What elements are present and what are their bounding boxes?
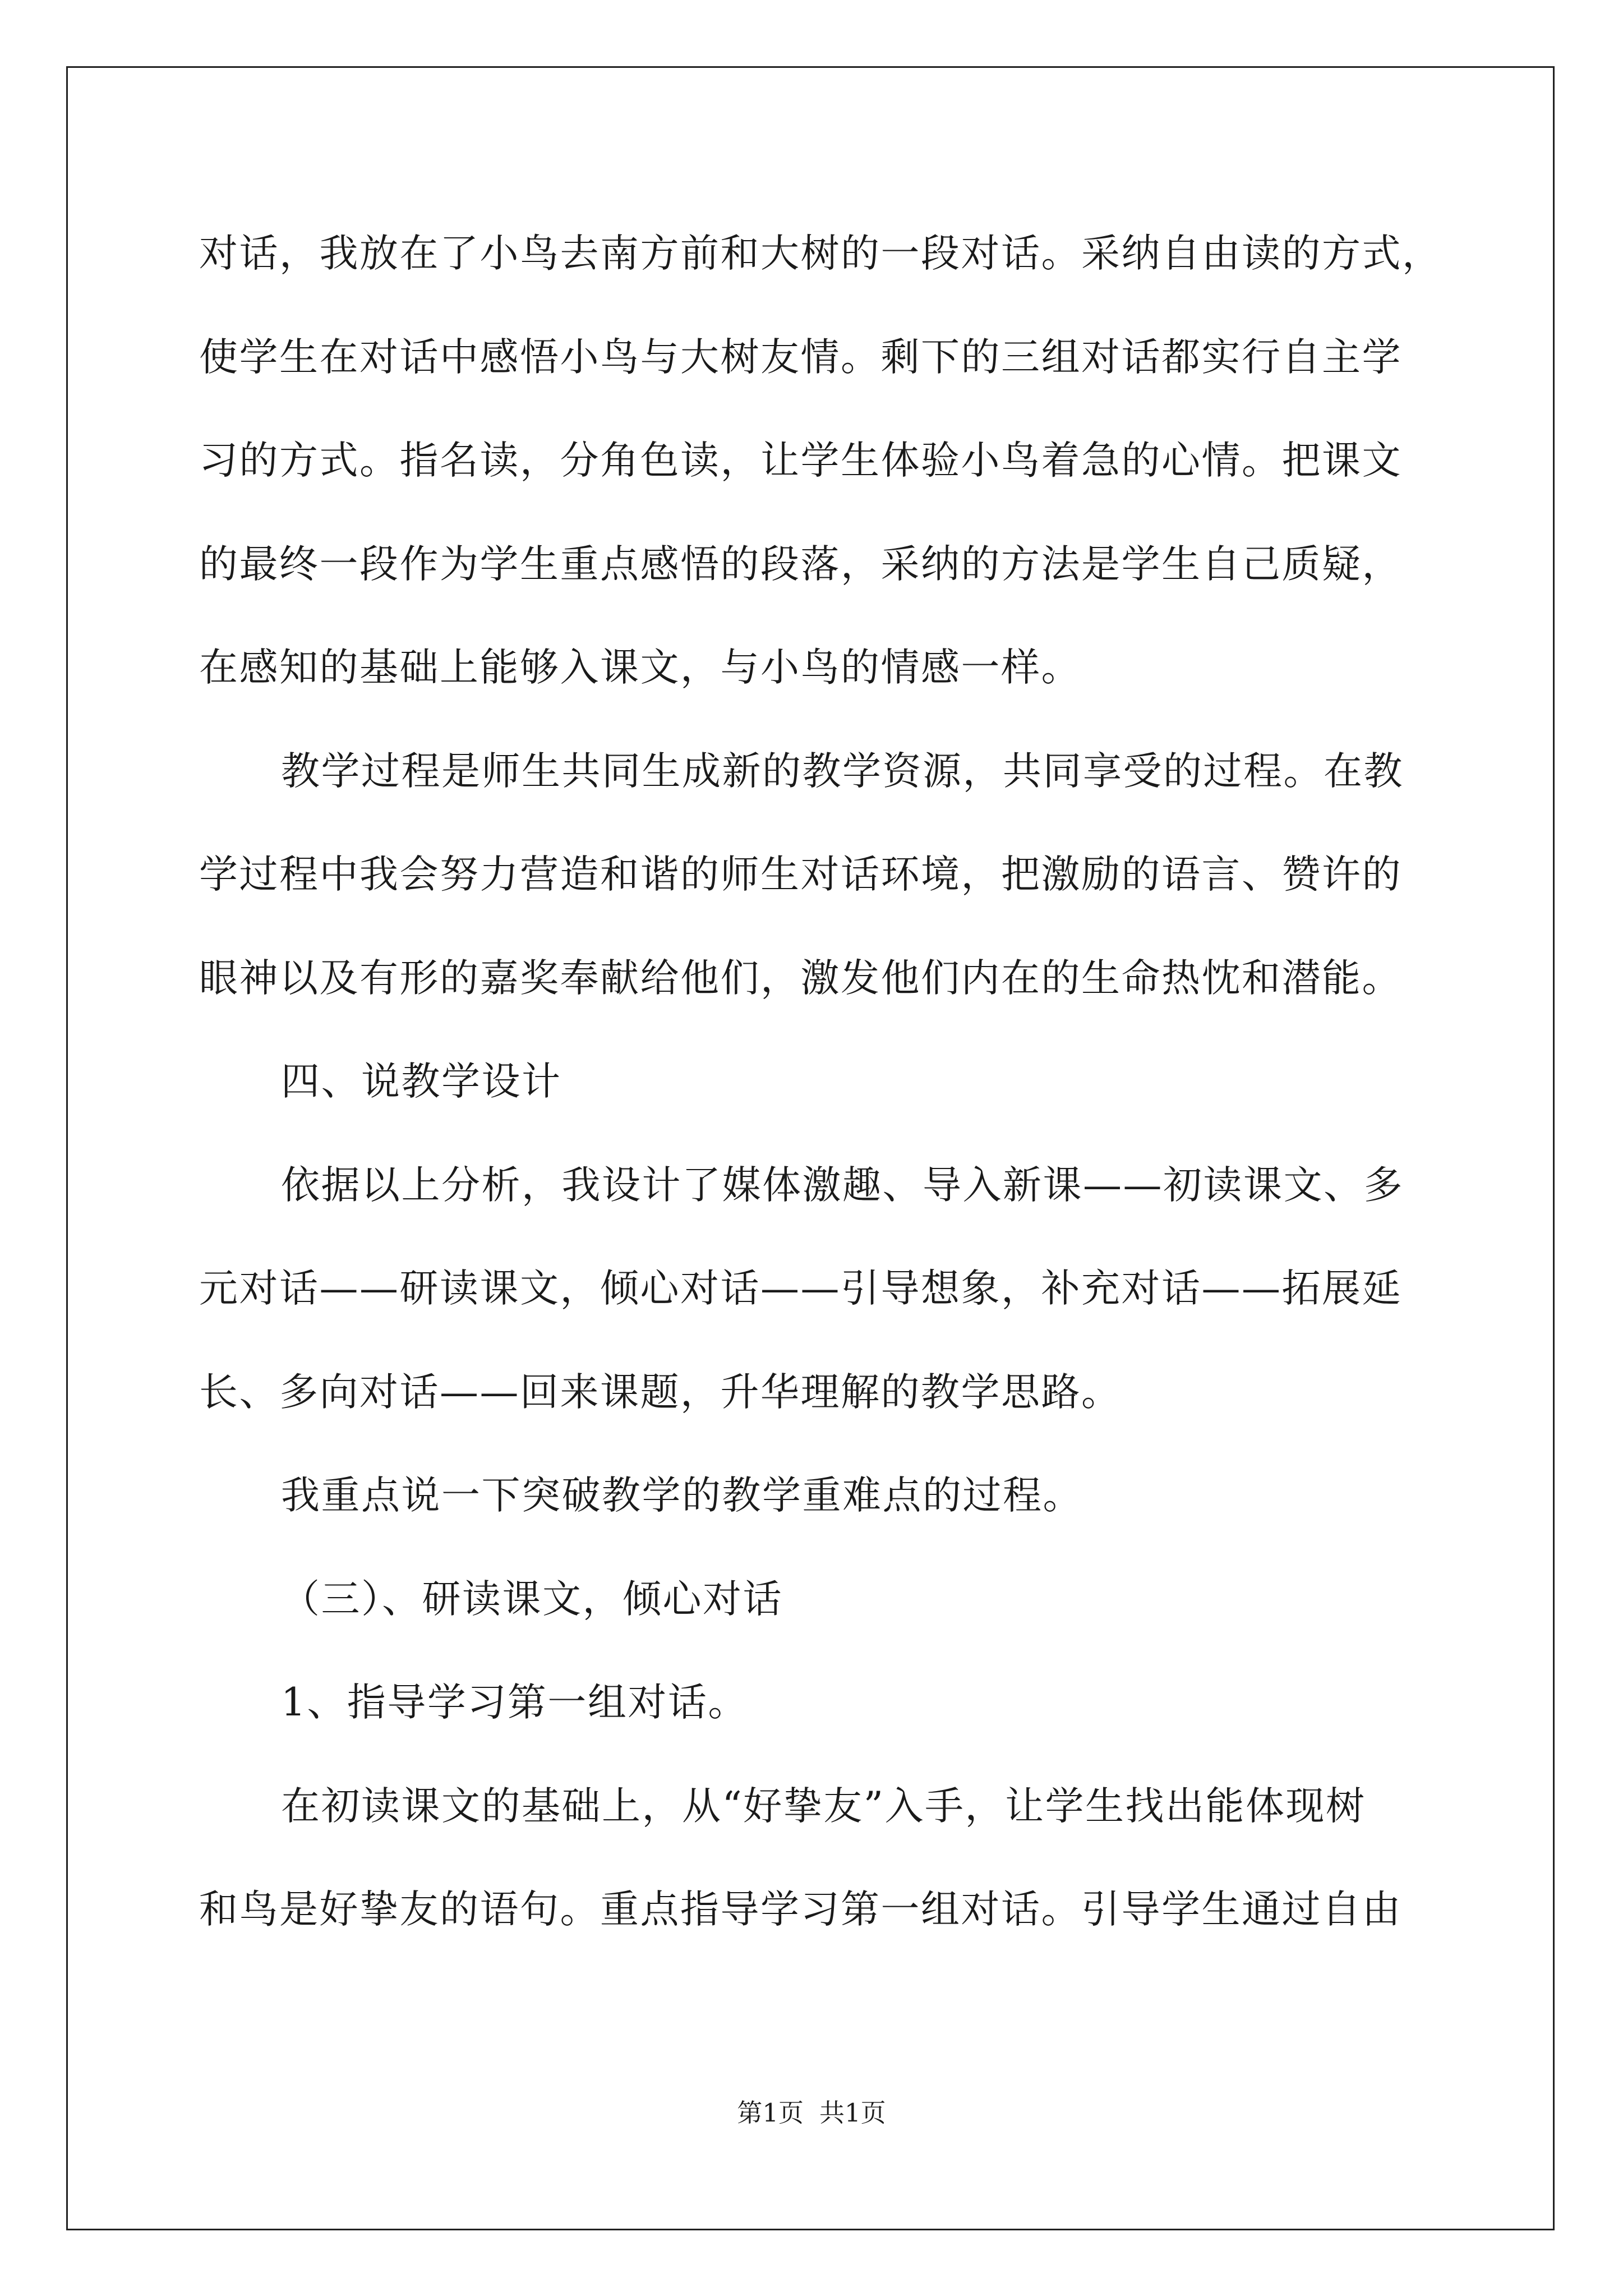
page-footer <box>0 2096 1623 2130</box>
text-line: 学过程中我会努力营造和谐的师生对话环境，把激励的语言、赞许的 <box>199 852 1402 897</box>
text-line: 在初读课文的基础上，从“好挚友”入手，让学生找出能体现树 <box>281 1783 1366 1829</box>
section-heading: 四、说教学设计 <box>281 1059 562 1104</box>
document-body <box>199 202 1442 1962</box>
subsection-heading: （三）、研读课文，倾心对话 <box>281 1576 783 1622</box>
text-line: 的最终一段作为学生重点感悟的段落，采纳的方法是学生自己质疑， <box>199 541 1402 587</box>
text-line: 使学生在对话中感悟小鸟与大树友情。剩下的三组对话都实行自主学 <box>199 334 1402 380</box>
list-item-heading: 1、指导学习第一组对话。 <box>281 1680 748 1725</box>
text-line: 教学过程是师生共同生成新的教学资源，共同享受的过程。在教 <box>281 748 1404 794</box>
text-line: 和鸟是好挚友的语句。重点指导学习第一组对话。引导学生通过自由 <box>199 1887 1402 1932</box>
page-number: 第1页 <box>737 2098 804 2128</box>
page-total: 共1页 <box>819 2098 886 2128</box>
text-line: 我重点说一下突破教学的教学重难点的过程。 <box>281 1473 1083 1518</box>
text-line: 习的方式。指名读，分角色读，让学生体验小鸟着急的心情。把课文 <box>199 438 1402 483</box>
text-line: 对话，我放在了小鸟去南方前和大树的一段对话。采纳自由读的方式， <box>199 231 1442 276</box>
text-line: 长、多向对话——回来课题，升华理解的教学思路。 <box>199 1369 1122 1415</box>
text-line: 眼神以及有形的嘉奖奉献给他们，激发他们内在的生命热忱和潜能。 <box>199 955 1402 1001</box>
text-line: 在感知的基础上能够入课文，与小鸟的情感一样。 <box>199 645 1081 690</box>
text-line: 依据以上分析，我设计了媒体激趣、导入新课——初读课文、多 <box>281 1162 1404 1208</box>
text-line: 元对话——研读课文，倾心对话——引导想象，补充对话——拓展延 <box>199 1266 1402 1311</box>
